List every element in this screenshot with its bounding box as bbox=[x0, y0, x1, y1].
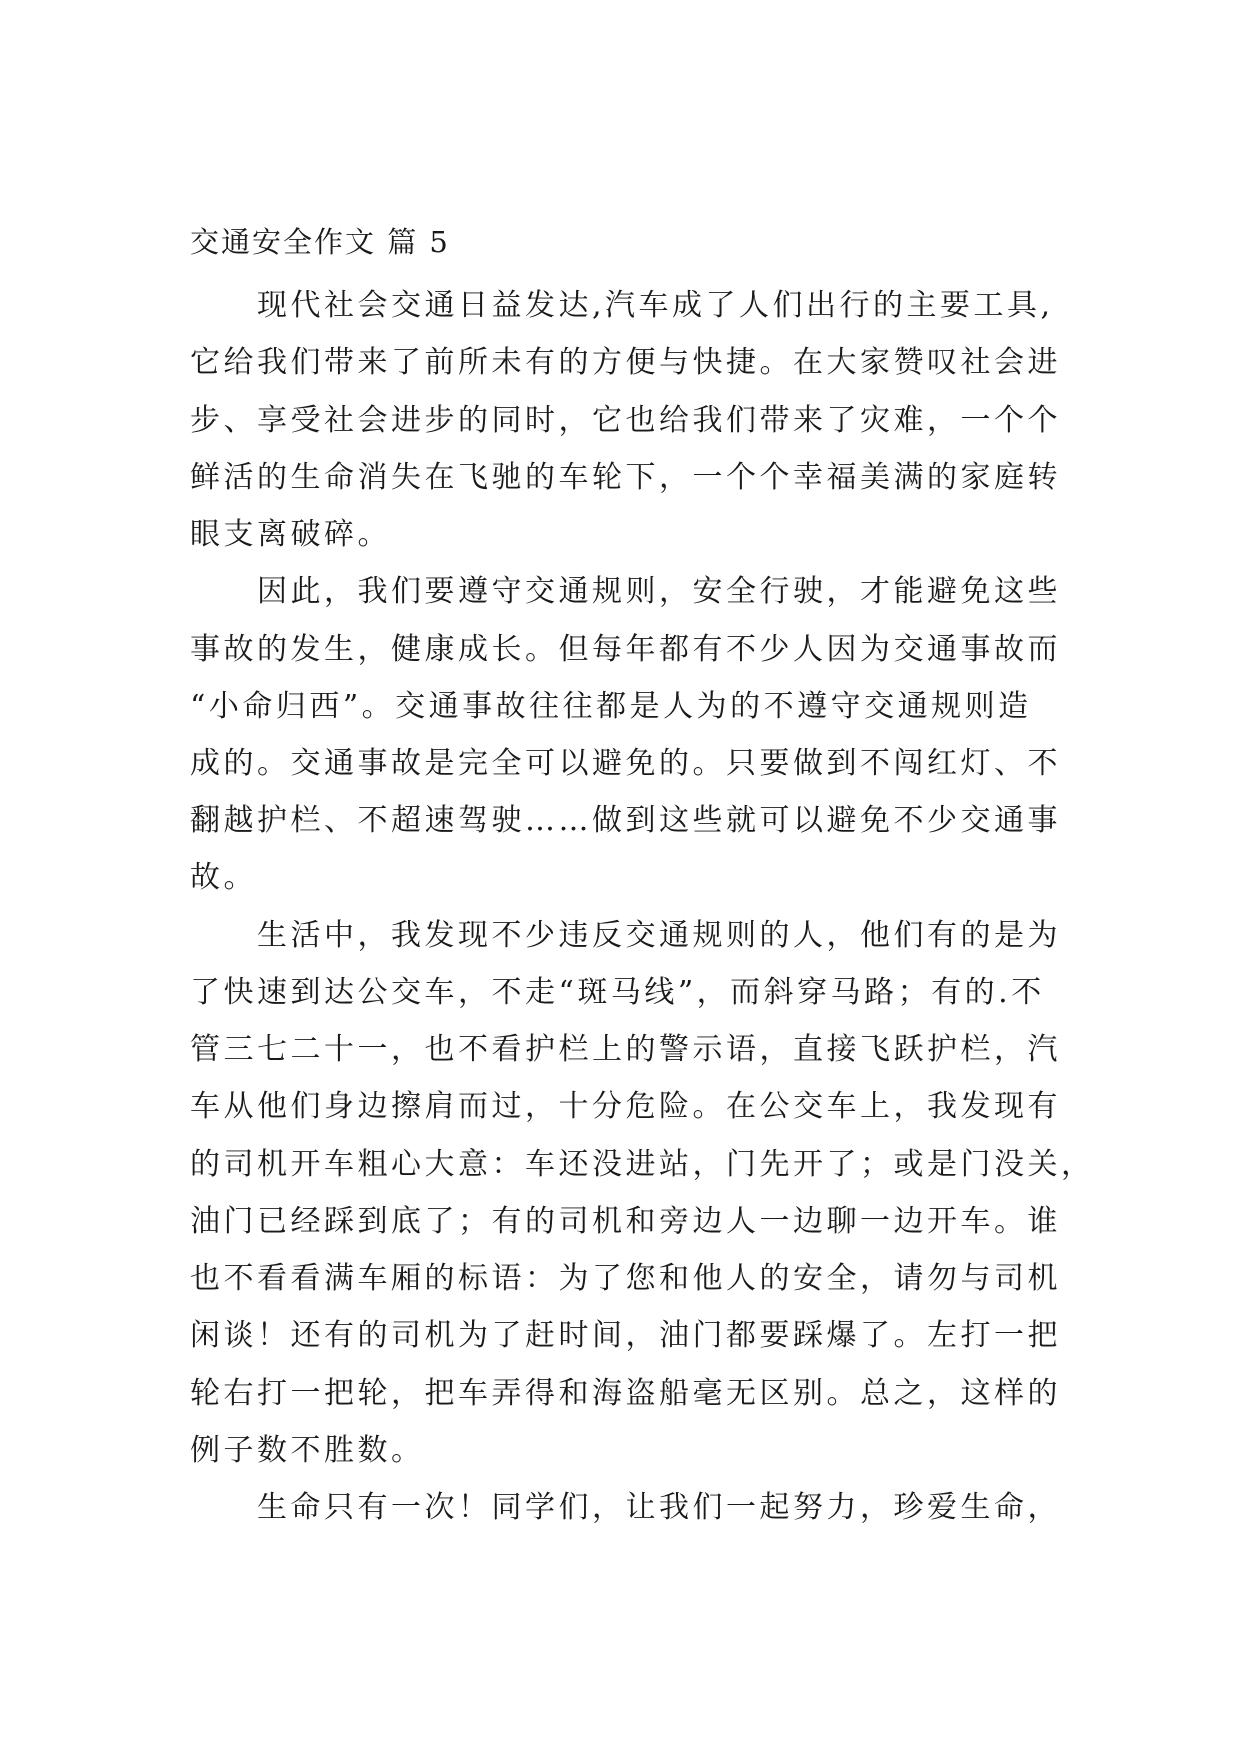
paragraph-3-line-2: 了快速到达公交车，不走“斑马线”，而斜穿马路；有的.不 bbox=[190, 975, 1045, 1010]
paragraph-1-line-4: 鲜活的生命消失在飞驰的车轮下，一个个幸福美满的家庭转 bbox=[190, 460, 1061, 495]
paragraph-3-line-5: 的司机开车粗心大意：车还没进站，门先开了；或是门没关， bbox=[190, 1147, 1095, 1182]
paragraph-3-line-8: 闲谈！还有的司机为了赶时间，油门都要踩爆了。左打一把 bbox=[190, 1318, 1061, 1353]
paragraph-2-line-1: 因此，我们要遵守交通规则，安全行驶，才能避免这些 bbox=[257, 574, 1061, 609]
paragraph-1-line-2: 它给我们带来了前所未有的方便与快捷。在大家赞叹社会进 bbox=[190, 345, 1061, 380]
paragraph-3-line-4: 车从他们身边擦肩而过，十分危险。在公交车上，我发现有 bbox=[190, 1089, 1061, 1124]
paragraph-3-line-3: 管三七二十一，也不看护栏上的警示语，直接飞跃护栏，汽 bbox=[190, 1032, 1061, 1067]
paragraph-2-line-6: 故。 bbox=[190, 860, 257, 895]
document-title: 交通安全作文 篇 5 bbox=[190, 225, 450, 259]
paragraph-3-line-7: 也不看看满车厢的标语：为了您和他人的安全，请勿与司机 bbox=[190, 1261, 1061, 1296]
paragraph-3-line-10: 例子数不胜数。 bbox=[190, 1433, 425, 1468]
paragraph-3-line-9: 轮右打一把轮，把车弄得和海盗船毫无区别。总之，这样的 bbox=[190, 1376, 1061, 1411]
paragraph-2-line-4: 成的。交通事故是完全可以避免的。只要做到不闯红灯、不 bbox=[190, 746, 1061, 781]
paragraph-1-line-1: 现代社会交通日益发达,汽车成了人们出行的主要工具, bbox=[257, 288, 1054, 323]
paragraph-2-line-2: 事故的发生，健康成长。但每年都有不少人因为交通事故而 bbox=[190, 632, 1061, 667]
paragraph-3-line-1: 生活中，我发现不少违反交通规则的人，他们有的是为 bbox=[257, 918, 1061, 953]
paragraph-1-line-3: 步、享受社会进步的同时，它也给我们带来了灾难，一个个 bbox=[190, 403, 1061, 438]
paragraph-4-line-1: 生命只有一次！同学们，让我们一起努力，珍爱生命， bbox=[257, 1490, 1061, 1525]
paragraph-1-line-5: 眼支离破碎。 bbox=[190, 517, 391, 552]
paragraph-2-line-5: 翻越护栏、不超速驾驶……做到这些就可以避免不少交通事 bbox=[190, 803, 1061, 838]
paragraph-2-line-3: “小命归西”。交通事故往往都是人为的不遵守交通规则造 bbox=[190, 689, 1032, 724]
paragraph-3-line-6: 油门已经踩到底了；有的司机和旁边人一边聊一边开车。谁 bbox=[190, 1204, 1061, 1239]
